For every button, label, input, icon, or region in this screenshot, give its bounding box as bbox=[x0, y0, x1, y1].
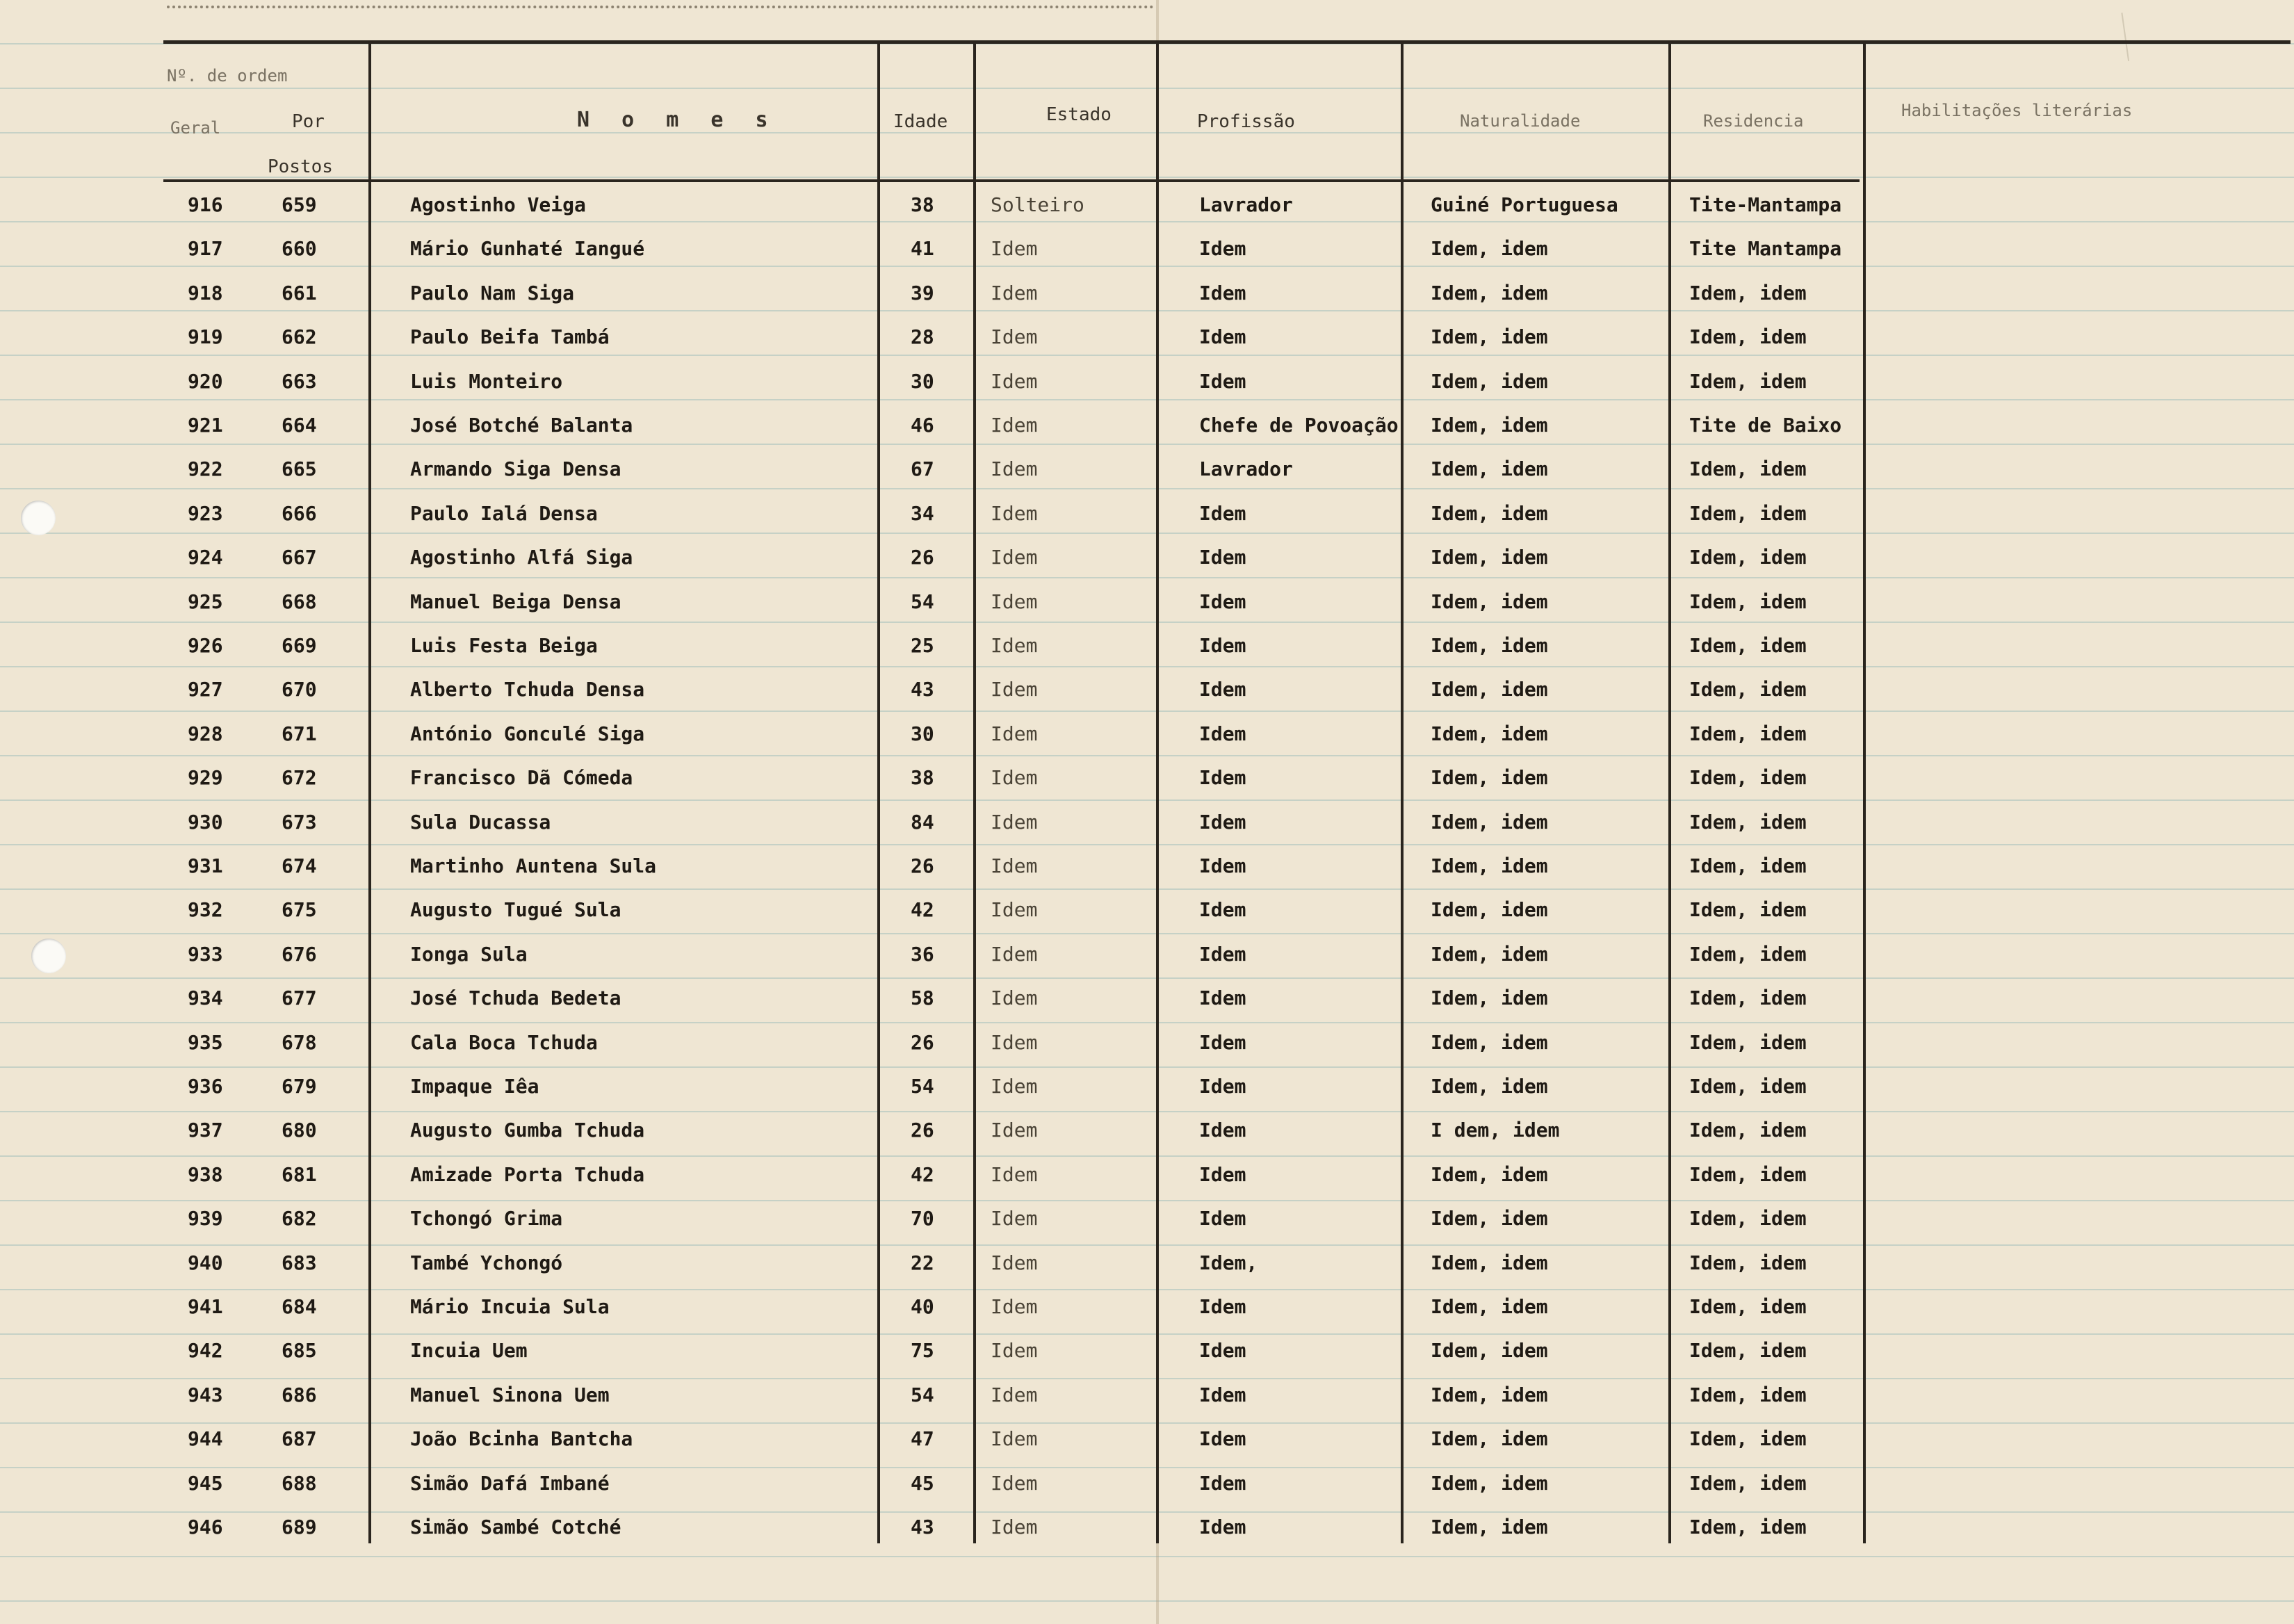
cell-residencia: Idem, idem bbox=[1689, 1472, 1807, 1495]
cell-nome: Luis Festa Beiga bbox=[410, 634, 598, 657]
header-estado: Estado bbox=[1046, 104, 1112, 125]
cell-numero-geral: 922 bbox=[188, 457, 223, 480]
cell-numero-posto: 665 bbox=[282, 457, 317, 480]
cell-numero-posto: 677 bbox=[282, 986, 317, 1009]
cell-estado: Idem bbox=[991, 325, 1038, 348]
cell-estado: Idem bbox=[991, 1031, 1038, 1054]
cell-numero-geral: 939 bbox=[188, 1207, 223, 1230]
cell-naturalidade: Idem, idem bbox=[1431, 943, 1548, 966]
cell-numero-geral: 923 bbox=[188, 502, 223, 525]
cell-profissao: Idem bbox=[1199, 811, 1246, 834]
cell-residencia: Idem, idem bbox=[1689, 1295, 1807, 1318]
cell-naturalidade: Idem, idem bbox=[1431, 986, 1548, 1009]
header-num-ordem: Nº. de ordem bbox=[167, 66, 288, 86]
cell-numero-geral: 943 bbox=[188, 1383, 223, 1406]
cell-numero-posto: 688 bbox=[282, 1472, 317, 1495]
cell-nome: José Tchuda Bedeta bbox=[410, 986, 621, 1009]
cell-idade: 45 bbox=[911, 1472, 934, 1495]
cell-nome: Paulo Beifa Tambá bbox=[410, 325, 610, 348]
cell-residencia: Idem, idem bbox=[1689, 1207, 1807, 1230]
cell-numero-posto: 686 bbox=[282, 1383, 317, 1406]
header-nomes: N o m e s bbox=[577, 108, 778, 132]
cell-estado: Idem bbox=[991, 1516, 1038, 1538]
cell-numero-posto: 674 bbox=[282, 854, 317, 877]
cell-naturalidade: Idem, idem bbox=[1431, 590, 1548, 613]
cell-naturalidade: Idem, idem bbox=[1431, 722, 1548, 745]
cell-estado: Idem bbox=[991, 898, 1038, 921]
cell-naturalidade: Idem, idem bbox=[1431, 1251, 1548, 1274]
cell-naturalidade: Idem, idem bbox=[1431, 634, 1548, 657]
cell-estado: Idem bbox=[991, 766, 1038, 789]
cell-idade: 67 bbox=[911, 457, 934, 480]
header-naturalidade: Naturalidade bbox=[1460, 111, 1581, 131]
top-dotted-rule bbox=[167, 6, 1154, 8]
cell-numero-posto: 671 bbox=[282, 722, 317, 745]
cell-estado: Idem bbox=[991, 502, 1038, 525]
cell-naturalidade: Idem, idem bbox=[1431, 325, 1548, 348]
header-idade: Idade bbox=[893, 111, 948, 132]
cell-nome: Cala Boca Tchuda bbox=[410, 1031, 598, 1054]
cell-naturalidade: Idem, idem bbox=[1431, 414, 1548, 437]
cell-profissao: Idem bbox=[1199, 1075, 1246, 1098]
cell-residencia: Idem, idem bbox=[1689, 1031, 1807, 1054]
cell-residencia: Idem, idem bbox=[1689, 678, 1807, 701]
table-row bbox=[0, 408, 2294, 452]
cell-numero-geral: 930 bbox=[188, 811, 223, 834]
cell-numero-posto: 678 bbox=[282, 1031, 317, 1054]
cell-naturalidade: Idem, idem bbox=[1431, 678, 1548, 701]
cell-idade: 39 bbox=[911, 282, 934, 304]
cell-naturalidade: I dem, idem bbox=[1431, 1119, 1560, 1142]
cell-naturalidade: Idem, idem bbox=[1431, 898, 1548, 921]
cell-numero-geral: 934 bbox=[188, 986, 223, 1009]
cell-numero-geral: 945 bbox=[188, 1472, 223, 1495]
cell-residencia: Idem, idem bbox=[1689, 282, 1807, 304]
cell-naturalidade: Idem, idem bbox=[1431, 766, 1548, 789]
header-residencia: Residencia bbox=[1703, 111, 1804, 131]
cell-naturalidade: Idem, idem bbox=[1431, 1427, 1548, 1450]
cell-nome: Martinho Auntena Sula bbox=[410, 854, 657, 877]
cell-nome: Paulo Nam Siga bbox=[410, 282, 575, 304]
cell-numero-geral: 924 bbox=[188, 546, 223, 569]
cell-profissao: Idem bbox=[1199, 1427, 1246, 1450]
cell-numero-posto: 669 bbox=[282, 634, 317, 657]
cell-idade: 58 bbox=[911, 986, 934, 1009]
cell-numero-geral: 944 bbox=[188, 1427, 223, 1450]
cell-profissao: Idem bbox=[1199, 943, 1246, 966]
cell-profissao: Idem bbox=[1199, 1119, 1246, 1142]
cell-idade: 46 bbox=[911, 414, 934, 437]
cell-idade: 84 bbox=[911, 811, 934, 834]
cell-residencia: Idem, idem bbox=[1689, 766, 1807, 789]
table-row bbox=[0, 496, 2294, 540]
cell-profissao: Idem bbox=[1199, 1383, 1246, 1406]
cell-estado: Idem bbox=[991, 678, 1038, 701]
cell-residencia: Idem, idem bbox=[1689, 1339, 1807, 1362]
header-bottom-rule bbox=[163, 179, 1860, 182]
table-row bbox=[0, 452, 2294, 496]
cell-idade: 25 bbox=[911, 634, 934, 657]
cell-idade: 75 bbox=[911, 1339, 934, 1362]
cell-nome: Impaque Iêa bbox=[410, 1075, 539, 1098]
cell-profissao: Lavrador bbox=[1199, 193, 1293, 216]
cell-numero-posto: 670 bbox=[282, 678, 317, 701]
cell-estado: Idem bbox=[991, 414, 1038, 437]
cell-estado: Idem bbox=[991, 943, 1038, 966]
cell-naturalidade: Guiné Portuguesa bbox=[1431, 193, 1618, 216]
cell-estado: Idem bbox=[991, 590, 1038, 613]
cell-naturalidade: Idem, idem bbox=[1431, 502, 1548, 525]
table-row bbox=[0, 320, 2294, 364]
cell-residencia: Idem, idem bbox=[1689, 1075, 1807, 1098]
cell-residencia: Idem, idem bbox=[1689, 1251, 1807, 1274]
cell-numero-geral: 936 bbox=[188, 1075, 223, 1098]
table-row bbox=[0, 1290, 2294, 1333]
cell-nome: Luis Monteiro bbox=[410, 370, 563, 393]
cell-idade: 30 bbox=[911, 370, 934, 393]
cell-naturalidade: Idem, idem bbox=[1431, 1472, 1548, 1495]
table-row bbox=[0, 849, 2294, 893]
cell-numero-posto: 662 bbox=[282, 325, 317, 348]
cell-naturalidade: Idem, idem bbox=[1431, 457, 1548, 480]
cell-numero-posto: 675 bbox=[282, 898, 317, 921]
header-por: Por bbox=[292, 111, 325, 132]
cell-residencia: Idem, idem bbox=[1689, 1383, 1807, 1406]
cell-estado: Idem bbox=[991, 722, 1038, 745]
cell-numero-posto: 668 bbox=[282, 590, 317, 613]
cell-numero-geral: 919 bbox=[188, 325, 223, 348]
cell-estado: Idem bbox=[991, 1295, 1038, 1318]
cell-nome: Francisco Dã Cómeda bbox=[410, 766, 633, 789]
cell-profissao: Idem bbox=[1199, 854, 1246, 877]
cell-idade: 34 bbox=[911, 502, 934, 525]
cell-idade: 70 bbox=[911, 1207, 934, 1230]
cell-profissao: Idem bbox=[1199, 325, 1246, 348]
table-row bbox=[0, 232, 2294, 275]
cell-nome: També Ychongó bbox=[410, 1251, 563, 1274]
table-row bbox=[0, 1025, 2294, 1069]
table-row bbox=[0, 1333, 2294, 1377]
cell-numero-posto: 687 bbox=[282, 1427, 317, 1450]
cell-naturalidade: Idem, idem bbox=[1431, 854, 1548, 877]
cell-idade: 43 bbox=[911, 678, 934, 701]
cell-estado: Idem bbox=[991, 237, 1038, 260]
cell-profissao: Idem bbox=[1199, 237, 1246, 260]
cell-estado: Idem bbox=[991, 1251, 1038, 1274]
table-row bbox=[0, 540, 2294, 584]
cell-numero-posto: 666 bbox=[282, 502, 317, 525]
header-top-rule bbox=[163, 40, 2291, 44]
table-row bbox=[0, 1510, 2294, 1554]
table-row bbox=[0, 1201, 2294, 1245]
cell-numero-posto: 681 bbox=[282, 1163, 317, 1186]
cell-estado: Idem bbox=[991, 811, 1038, 834]
table-row bbox=[0, 364, 2294, 408]
cell-numero-geral: 925 bbox=[188, 590, 223, 613]
cell-profissao: Idem bbox=[1199, 1163, 1246, 1186]
cell-nome: Simão Dafá Imbané bbox=[410, 1472, 610, 1495]
cell-estado: Idem bbox=[991, 986, 1038, 1009]
table-row bbox=[0, 1069, 2294, 1113]
cell-numero-posto: 679 bbox=[282, 1075, 317, 1098]
cell-residencia: Idem, idem bbox=[1689, 502, 1807, 525]
cell-idade: 42 bbox=[911, 898, 934, 921]
cell-numero-geral: 941 bbox=[188, 1295, 223, 1318]
cell-residencia: Idem, idem bbox=[1689, 943, 1807, 966]
cell-nome: Simão Sambé Cotché bbox=[410, 1516, 621, 1538]
cell-nome: António Gonculé Siga bbox=[410, 722, 645, 745]
cell-naturalidade: Idem, idem bbox=[1431, 1163, 1548, 1186]
cell-profissao: Lavrador bbox=[1199, 457, 1293, 480]
table-row bbox=[0, 761, 2294, 804]
cell-estado: Idem bbox=[991, 634, 1038, 657]
cell-numero-posto: 660 bbox=[282, 237, 317, 260]
cell-numero-posto: 667 bbox=[282, 546, 317, 569]
cell-nome: Amizade Porta Tchuda bbox=[410, 1163, 645, 1186]
cell-residencia: Idem, idem bbox=[1689, 1516, 1807, 1538]
cell-nome: Tchongó Grima bbox=[410, 1207, 563, 1230]
cell-nome: Augusto Tugué Sula bbox=[410, 898, 621, 921]
cell-nome: Paulo Ialá Densa bbox=[410, 502, 598, 525]
header-profissao: Profissão bbox=[1197, 111, 1295, 132]
cell-idade: 54 bbox=[911, 1383, 934, 1406]
cell-numero-geral: 933 bbox=[188, 943, 223, 966]
cell-profissao: Idem bbox=[1199, 634, 1246, 657]
cell-naturalidade: Idem, idem bbox=[1431, 1339, 1548, 1362]
table-row bbox=[0, 1158, 2294, 1201]
cell-numero-geral: 931 bbox=[188, 854, 223, 877]
cell-estado: Idem bbox=[991, 1075, 1038, 1098]
cell-idade: 26 bbox=[911, 546, 934, 569]
cell-residencia: Idem, idem bbox=[1689, 546, 1807, 569]
cell-naturalidade: Idem, idem bbox=[1431, 282, 1548, 304]
cell-numero-geral: 916 bbox=[188, 193, 223, 216]
cell-idade: 40 bbox=[911, 1295, 934, 1318]
cell-numero-geral: 918 bbox=[188, 282, 223, 304]
cell-idade: 36 bbox=[911, 943, 934, 966]
cell-idade: 26 bbox=[911, 1119, 934, 1142]
table-row bbox=[0, 937, 2294, 981]
cell-numero-posto: 682 bbox=[282, 1207, 317, 1230]
cell-naturalidade: Idem, idem bbox=[1431, 370, 1548, 393]
cell-numero-geral: 929 bbox=[188, 766, 223, 789]
table-row bbox=[0, 1378, 2294, 1422]
cell-estado: Idem bbox=[991, 1339, 1038, 1362]
cell-estado: Idem bbox=[991, 370, 1038, 393]
cell-numero-posto: 683 bbox=[282, 1251, 317, 1274]
cell-profissao: Idem bbox=[1199, 1472, 1246, 1495]
cell-naturalidade: Idem, idem bbox=[1431, 1295, 1548, 1318]
cell-idade: 41 bbox=[911, 237, 934, 260]
cell-nome: José Botché Balanta bbox=[410, 414, 633, 437]
cell-residencia: Idem, idem bbox=[1689, 634, 1807, 657]
cell-numero-geral: 942 bbox=[188, 1339, 223, 1362]
cell-nome: Manuel Sinona Uem bbox=[410, 1383, 610, 1406]
header-postos: Postos bbox=[268, 156, 333, 177]
cell-profissao: Idem bbox=[1199, 546, 1246, 569]
cell-residencia: Idem, idem bbox=[1689, 590, 1807, 613]
cell-residencia: Idem, idem bbox=[1689, 722, 1807, 745]
cell-profissao: Idem bbox=[1199, 898, 1246, 921]
cell-estado: Idem bbox=[991, 1163, 1038, 1186]
cell-numero-posto: 659 bbox=[282, 193, 317, 216]
cell-naturalidade: Idem, idem bbox=[1431, 811, 1548, 834]
cell-naturalidade: Idem, idem bbox=[1431, 1207, 1548, 1230]
cell-numero-posto: 661 bbox=[282, 282, 317, 304]
cell-profissao: Idem bbox=[1199, 766, 1246, 789]
cell-profissao: Idem, bbox=[1199, 1251, 1258, 1274]
table-row bbox=[0, 188, 2294, 232]
cell-nome: Augusto Gumba Tchuda bbox=[410, 1119, 645, 1142]
cell-naturalidade: Idem, idem bbox=[1431, 237, 1548, 260]
cell-profissao: Idem bbox=[1199, 590, 1246, 613]
cell-numero-posto: 684 bbox=[282, 1295, 317, 1318]
cell-numero-geral: 932 bbox=[188, 898, 223, 921]
cell-naturalidade: Idem, idem bbox=[1431, 1031, 1548, 1054]
cell-estado: Idem bbox=[991, 457, 1038, 480]
cell-numero-geral: 926 bbox=[188, 634, 223, 657]
cell-numero-posto: 673 bbox=[282, 811, 317, 834]
table-row bbox=[0, 1246, 2294, 1290]
table-row bbox=[0, 1466, 2294, 1510]
cell-idade: 54 bbox=[911, 590, 934, 613]
cell-estado: Idem bbox=[991, 546, 1038, 569]
table-row bbox=[0, 672, 2294, 716]
cell-estado: Idem bbox=[991, 1207, 1038, 1230]
cell-estado: Idem bbox=[991, 1383, 1038, 1406]
cell-residencia: Idem, idem bbox=[1689, 986, 1807, 1009]
cell-numero-geral: 917 bbox=[188, 237, 223, 260]
cell-nome: Manuel Beiga Densa bbox=[410, 590, 621, 613]
cell-numero-geral: 921 bbox=[188, 414, 223, 437]
cell-numero-posto: 685 bbox=[282, 1339, 317, 1362]
cell-residencia: Idem, idem bbox=[1689, 325, 1807, 348]
cell-numero-geral: 927 bbox=[188, 678, 223, 701]
cell-idade: 42 bbox=[911, 1163, 934, 1186]
cell-numero-geral: 938 bbox=[188, 1163, 223, 1186]
cell-residencia: Idem, idem bbox=[1689, 854, 1807, 877]
cell-nome: Agostinho Veiga bbox=[410, 193, 586, 216]
cell-residencia: Tite de Baixo bbox=[1689, 414, 1842, 437]
cell-numero-geral: 928 bbox=[188, 722, 223, 745]
cell-profissao: Idem bbox=[1199, 1207, 1246, 1230]
cell-estado: Solteiro bbox=[991, 193, 1084, 216]
cell-profissao: Idem bbox=[1199, 282, 1246, 304]
table-row bbox=[0, 276, 2294, 320]
table-row bbox=[0, 717, 2294, 761]
cell-residencia: Idem, idem bbox=[1689, 898, 1807, 921]
cell-profissao: Idem bbox=[1199, 1295, 1246, 1318]
cell-residencia: Tite Mantampa bbox=[1689, 237, 1842, 260]
cell-profissao: Chefe de Povoação bbox=[1199, 414, 1399, 437]
cell-profissao: Idem bbox=[1199, 1516, 1246, 1538]
cell-residencia: Idem, idem bbox=[1689, 1119, 1807, 1142]
table-row bbox=[0, 585, 2294, 628]
table-row bbox=[0, 981, 2294, 1025]
cell-estado: Idem bbox=[991, 854, 1038, 877]
cell-residencia: Idem, idem bbox=[1689, 1163, 1807, 1186]
cell-numero-geral: 935 bbox=[188, 1031, 223, 1054]
cell-numero-geral: 920 bbox=[188, 370, 223, 393]
table-row bbox=[0, 1113, 2294, 1157]
cell-numero-posto: 689 bbox=[282, 1516, 317, 1538]
header-habilitacoes: Habilitações literárias bbox=[1901, 101, 2133, 120]
table-row bbox=[0, 628, 2294, 672]
cell-nome: Incuia Uem bbox=[410, 1339, 528, 1362]
cell-idade: 43 bbox=[911, 1516, 934, 1538]
cell-nome: Mário Gunhaté Iangué bbox=[410, 237, 645, 260]
cell-profissao: Idem bbox=[1199, 1031, 1246, 1054]
header-geral: Geral bbox=[170, 118, 221, 138]
cell-idade: 26 bbox=[911, 1031, 934, 1054]
cell-idade: 28 bbox=[911, 325, 934, 348]
cell-nome: Sula Ducassa bbox=[410, 811, 551, 834]
cell-numero-posto: 680 bbox=[282, 1119, 317, 1142]
cell-naturalidade: Idem, idem bbox=[1431, 1383, 1548, 1406]
cell-profissao: Idem bbox=[1199, 370, 1246, 393]
cell-profissao: Idem bbox=[1199, 722, 1246, 745]
cell-naturalidade: Idem, idem bbox=[1431, 1516, 1548, 1538]
table-row bbox=[0, 893, 2294, 936]
cell-nome: Alberto Tchuda Densa bbox=[410, 678, 645, 701]
cell-nome: Agostinho Alfá Siga bbox=[410, 546, 633, 569]
cell-residencia: Idem, idem bbox=[1689, 370, 1807, 393]
cell-residencia: Idem, idem bbox=[1689, 1427, 1807, 1450]
cell-profissao: Idem bbox=[1199, 1339, 1246, 1362]
cell-estado: Idem bbox=[991, 282, 1038, 304]
table-row bbox=[0, 805, 2294, 849]
cell-numero-geral: 940 bbox=[188, 1251, 223, 1274]
cell-naturalidade: Idem, idem bbox=[1431, 546, 1548, 569]
cell-profissao: Idem bbox=[1199, 678, 1246, 701]
cell-idade: 22 bbox=[911, 1251, 934, 1274]
cell-numero-posto: 672 bbox=[282, 766, 317, 789]
cell-residencia: Idem, idem bbox=[1689, 811, 1807, 834]
cell-naturalidade: Idem, idem bbox=[1431, 1075, 1548, 1098]
cell-idade: 30 bbox=[911, 722, 934, 745]
cell-estado: Idem bbox=[991, 1472, 1038, 1495]
cell-nome: Mário Incuia Sula bbox=[410, 1295, 610, 1318]
cell-idade: 47 bbox=[911, 1427, 934, 1450]
cell-estado: Idem bbox=[991, 1427, 1038, 1450]
cell-estado: Idem bbox=[991, 1119, 1038, 1142]
cell-profissao: Idem bbox=[1199, 502, 1246, 525]
cell-residencia: Tite-Mantampa bbox=[1689, 193, 1842, 216]
cell-numero-posto: 676 bbox=[282, 943, 317, 966]
pencil-mark bbox=[2121, 0, 2294, 61]
cell-profissao: Idem bbox=[1199, 986, 1246, 1009]
cell-residencia: Idem, idem bbox=[1689, 457, 1807, 480]
cell-nome: Ionga Sula bbox=[410, 943, 528, 966]
table-row bbox=[0, 1422, 2294, 1465]
cell-numero-geral: 946 bbox=[188, 1516, 223, 1538]
cell-nome: Armando Siga Densa bbox=[410, 457, 621, 480]
cell-idade: 38 bbox=[911, 766, 934, 789]
cell-idade: 38 bbox=[911, 193, 934, 216]
cell-numero-posto: 664 bbox=[282, 414, 317, 437]
cell-numero-posto: 663 bbox=[282, 370, 317, 393]
cell-idade: 54 bbox=[911, 1075, 934, 1098]
cell-numero-geral: 937 bbox=[188, 1119, 223, 1142]
cell-nome: João Bcinha Bantcha bbox=[410, 1427, 633, 1450]
cell-idade: 26 bbox=[911, 854, 934, 877]
